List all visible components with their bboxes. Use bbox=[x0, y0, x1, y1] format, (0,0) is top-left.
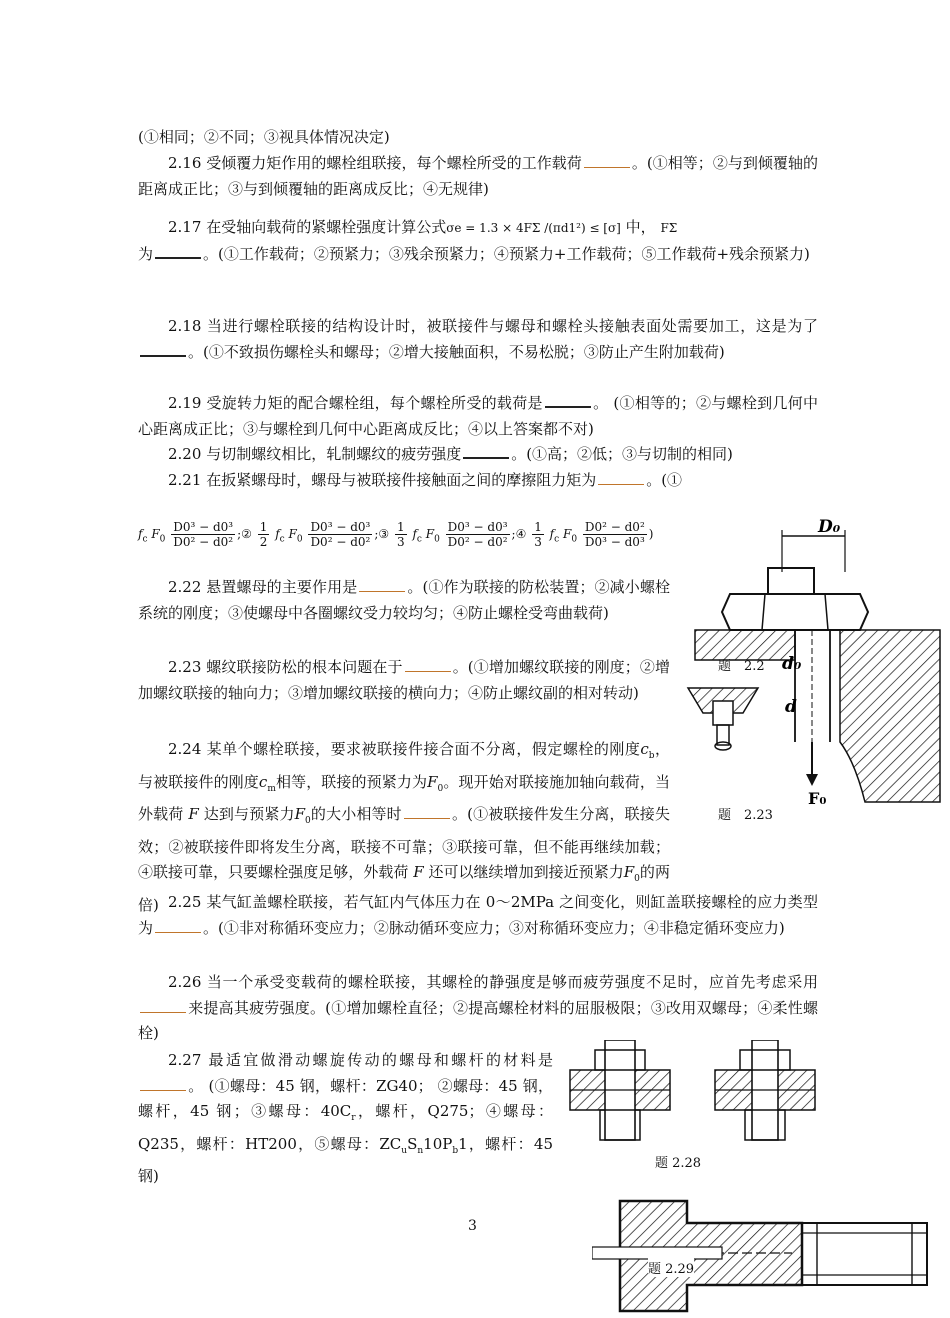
math-symbol: F bbox=[294, 805, 306, 823]
question-2-23 bbox=[138, 655, 670, 706]
answer-blank[interactable] bbox=[404, 804, 450, 819]
question-text: 最适宜做滑动螺旋传动的螺母和螺杆的材料是 bbox=[208, 1051, 553, 1069]
fraction-denominator: D0² − d0² bbox=[173, 535, 234, 549]
math-sub: c bbox=[416, 534, 422, 545]
question-text: 在受轴向载荷的紧螺栓强度计算公式 bbox=[206, 218, 447, 236]
figure-2-23-lock-detail bbox=[683, 683, 763, 753]
math-sub: r bbox=[351, 1113, 356, 1123]
fraction-numerator: D0³ − d0³ bbox=[447, 520, 508, 534]
label-d0: d₀ bbox=[782, 654, 802, 674]
question-text: 受旋转力矩的配合螺栓组，每个螺栓所受的载荷是 bbox=[206, 394, 543, 412]
question-2-22 bbox=[138, 575, 670, 626]
question-2-25 bbox=[138, 890, 818, 941]
lock-nut bbox=[713, 701, 733, 725]
fraction-numerator: 1 bbox=[396, 520, 405, 534]
question-number: 2.16 bbox=[168, 154, 202, 172]
fraction-numerator: D0² − d0² bbox=[584, 520, 645, 534]
fraction-numerator: 1 bbox=[534, 520, 542, 534]
question-options: 。(①被联接件发生分离，联接失效；②被联接件即将发生分离，联接不可靠；③联接可靠，但不能再继续加载；④联接可靠，只要螺栓强度足够，外载荷 bbox=[138, 805, 670, 881]
question-number: 2.17 bbox=[168, 218, 202, 236]
question-options: 的两倍) bbox=[138, 863, 670, 914]
page-number: 3 bbox=[468, 1218, 477, 1234]
symbol-f-sigma: FΣ bbox=[660, 221, 678, 235]
question-text: 受倾覆力矩作用的螺栓组联接，每个螺栓所受的工作载荷 bbox=[206, 154, 582, 172]
question-options: 还可以继续增加到接近预紧力 bbox=[428, 863, 624, 881]
question-2-16 bbox=[138, 151, 818, 202]
question-text: 在扳紧螺母时，螺母与被联接件接触面之间的摩擦阻力矩为 bbox=[206, 471, 597, 489]
fraction-numerator: D0³ − d0³ bbox=[173, 520, 234, 534]
answer-blank[interactable] bbox=[140, 998, 186, 1013]
math-f: f bbox=[275, 527, 280, 541]
math-f: f bbox=[549, 527, 555, 541]
fraction-denominator: 3 bbox=[534, 535, 542, 549]
torque-options-formulas bbox=[138, 520, 658, 560]
strength-formula: σe = 1.3 × 4FΣ /(πd1²) ≤ [σ] bbox=[446, 221, 621, 235]
member-right bbox=[840, 630, 940, 802]
question-2-26 bbox=[138, 970, 818, 1047]
answer-blank[interactable] bbox=[463, 443, 509, 459]
question-text: 当进行螺栓联接的结构设计时，被联接件与螺母和螺栓头接触表面处需要加工，这是为了 bbox=[206, 317, 818, 335]
fraction-4 bbox=[583, 520, 647, 549]
fraction-3 bbox=[446, 520, 510, 549]
math-symbol: c bbox=[640, 740, 649, 758]
answer-blank[interactable] bbox=[405, 657, 451, 672]
question-options: 1，螺杆：45 钢) bbox=[138, 1134, 554, 1185]
question-number: 2.20 bbox=[168, 445, 202, 463]
fraction-denominator: 3 bbox=[396, 535, 405, 549]
math-sub: b bbox=[648, 751, 655, 761]
nut-edge bbox=[762, 594, 765, 630]
math-f: f bbox=[138, 527, 143, 541]
math-sub: c bbox=[279, 534, 285, 545]
question-options: 。 (①相等的；②与螺栓到几何中心距离成正比；③与螺栓到几何中心距离成反比；④以上答案都不对) bbox=[138, 394, 818, 438]
fraction-denominator: D0² − d0² bbox=[310, 535, 371, 549]
question-options: ，螺杆，Q275；④螺母：Q235，螺杆：HT200，⑤螺母：ZC bbox=[138, 1102, 553, 1153]
fraction-1 bbox=[171, 520, 235, 549]
math-sub: 0 bbox=[159, 534, 166, 545]
nut-body bbox=[722, 594, 868, 630]
caption-2-28: 题 2.28 bbox=[655, 1156, 702, 1171]
figure-2-29-screw bbox=[592, 1193, 947, 1315]
bolt-head bbox=[768, 568, 814, 594]
question-text: 达到与预紧力 bbox=[203, 805, 295, 823]
question-options: 。(①工作载荷；②预紧力；③残余预紧力；④预紧力+工作载荷；⑤工作载荷+残余预紧力) bbox=[203, 244, 810, 263]
math-sub: 0 bbox=[571, 534, 578, 545]
math-sub: 0 bbox=[434, 534, 440, 545]
question-text: 。现开始对联接施加轴向载荷，当外载荷 bbox=[138, 772, 670, 823]
math-symbol: F bbox=[413, 863, 424, 881]
math-sub: 0 bbox=[296, 534, 303, 545]
question-number: 2.26 bbox=[168, 973, 202, 991]
math-sub: m bbox=[267, 783, 276, 794]
question-2-19 bbox=[138, 391, 818, 442]
question-2-20 bbox=[138, 442, 818, 468]
math-sub: n bbox=[417, 1145, 424, 1156]
math-sub: u bbox=[401, 1145, 408, 1156]
screw-thread bbox=[802, 1223, 927, 1285]
question-options: 10P bbox=[423, 1134, 453, 1153]
question-2-18 bbox=[138, 314, 818, 365]
answer-blank[interactable] bbox=[545, 392, 591, 408]
question-2-17 bbox=[138, 215, 818, 267]
question-text: 相等，联接的预紧力为 bbox=[275, 772, 428, 791]
question-number: 2.22 bbox=[168, 578, 202, 596]
math-force: F bbox=[288, 527, 297, 541]
force-arrowhead bbox=[806, 774, 818, 786]
answer-blank[interactable] bbox=[584, 153, 630, 168]
math-sub: c bbox=[142, 534, 148, 545]
nut-edge bbox=[825, 594, 828, 630]
question-options: 来提高其疲劳强度。(①增加螺栓直径；②提高螺栓材料的屈服极限；③改用双螺母；④柔性螺栓) bbox=[138, 998, 818, 1042]
question-text: 当一个承受变载荷的螺栓联接，其螺栓的静强度是够而疲劳强度不足时，应首先考虑采用 bbox=[206, 973, 818, 991]
question-options: 。(① bbox=[646, 471, 683, 489]
question-options: 。 (①螺母：45 钢，螺杆：ZG40； ②螺母：45 钢，螺杆，45 钢；③螺母：40C bbox=[138, 1076, 553, 1120]
coefficient-2 bbox=[258, 520, 270, 549]
question-number: 2.25 bbox=[168, 893, 202, 911]
question-text: 中， bbox=[625, 218, 656, 236]
label-D0: D₀ bbox=[818, 517, 841, 537]
question-text: 某气缸盖螺栓联接，若气缸内气体压力在 0～2MPa 之间变化，则缸盖联接螺栓的应力类型为 bbox=[138, 893, 818, 937]
option-close: ) bbox=[648, 527, 654, 541]
math-sub: 0 bbox=[634, 874, 640, 884]
answer-blank[interactable] bbox=[140, 341, 186, 357]
math-force: F bbox=[562, 527, 572, 541]
question-options: 。(①不致损伤螺栓头和螺母；②增大接触面积，不易松脱；③防止产生附加载荷) bbox=[188, 342, 725, 361]
fraction-denominator: 2 bbox=[259, 535, 268, 549]
question-text: 为 bbox=[138, 244, 154, 263]
question-text: ，与被联接件的刚度 bbox=[138, 740, 670, 791]
question-number: 2.21 bbox=[168, 471, 202, 489]
question-text: 的大小相等时 bbox=[310, 805, 402, 823]
math-sub: c bbox=[554, 534, 560, 545]
answer-blank[interactable] bbox=[359, 577, 405, 592]
question-number: 2.24 bbox=[168, 740, 202, 758]
question-options: 。(①增加螺纹联接的刚度；②增加螺纹联接的轴向力；③增加螺纹联接的横向力；④防止螺纹副的相对转动) bbox=[138, 658, 670, 702]
math-symbol: c bbox=[258, 772, 268, 791]
question-text: 与切制螺纹相比，轧制螺纹的疲劳强度 bbox=[206, 445, 462, 463]
coefficient-4 bbox=[532, 520, 544, 549]
coefficient-3 bbox=[395, 520, 407, 549]
option-separator: ;② bbox=[237, 527, 252, 541]
label-F0: F₀ bbox=[808, 789, 827, 808]
answer-blank[interactable] bbox=[155, 243, 201, 259]
caption-2-29: 题 2.29 bbox=[648, 1258, 694, 1277]
math-f: f bbox=[412, 527, 417, 541]
math-symbol: F bbox=[188, 805, 199, 823]
math-symbol: F bbox=[623, 863, 635, 881]
figure-2-28-bolt-joints bbox=[565, 1040, 825, 1145]
caption-2-22: 题 2.2 bbox=[718, 659, 765, 674]
question-number: 2.27 bbox=[168, 1051, 202, 1069]
question-number: 2.23 bbox=[168, 658, 202, 676]
intro-options: (①相同；②不同；③视具体情况决定) bbox=[138, 128, 390, 146]
answer-blank[interactable] bbox=[155, 918, 201, 933]
fraction-numerator: D0³ − d0³ bbox=[310, 520, 371, 534]
math-symbol: F bbox=[427, 772, 438, 791]
label-d: d bbox=[785, 697, 797, 717]
fraction-denominator: D0³ − d0³ bbox=[584, 535, 645, 549]
question-number: 2.19 bbox=[168, 394, 202, 412]
fraction-numerator: 1 bbox=[259, 520, 268, 534]
answer-blank[interactable] bbox=[598, 470, 644, 485]
question-2-21 bbox=[138, 468, 818, 494]
bolt-tip bbox=[715, 742, 731, 750]
question-2-27 bbox=[138, 1048, 553, 1190]
question-options: S bbox=[407, 1134, 418, 1153]
fraction-2 bbox=[308, 520, 372, 549]
question-options: 。(①非对称循环变应力；②脉动循环变应力；③对称循环变应力；④非稳定循环变应力) bbox=[203, 918, 785, 937]
question-text: 某单个螺栓联接，要求被联接件接合面不分离，假定螺栓的刚度 bbox=[206, 740, 641, 758]
option-separator: ;③ bbox=[374, 527, 390, 541]
question-options: 。(①作为联接的防松装置；②减小螺栓系统的刚度；③使螺母中各圈螺纹受力较均匀；④防止螺栓受弯曲载荷) bbox=[138, 578, 670, 622]
caption-2-23: 题 2.23 bbox=[718, 808, 773, 823]
math-force: F bbox=[425, 527, 435, 541]
answer-blank[interactable] bbox=[140, 1076, 186, 1091]
question-number: 2.18 bbox=[168, 317, 202, 335]
math-sub: b bbox=[452, 1145, 459, 1156]
question-options: 。(①高；②低；③与切制的相同) bbox=[511, 445, 733, 463]
math-sub: 0 bbox=[305, 816, 311, 826]
fraction-denominator: D0² − d0² bbox=[447, 535, 508, 549]
option-separator: ;④ bbox=[511, 527, 527, 541]
question-text: 螺纹联接防松的根本问题在于 bbox=[206, 658, 403, 676]
math-sub: 0 bbox=[437, 783, 444, 794]
question-text: 悬置螺母的主要作用是 bbox=[206, 578, 358, 596]
math-force: F bbox=[151, 527, 160, 541]
question-options: 。(①相等；②与到倾覆轴的距离成正比；③与到倾覆轴的距离成反比；④无规律) bbox=[138, 154, 818, 198]
